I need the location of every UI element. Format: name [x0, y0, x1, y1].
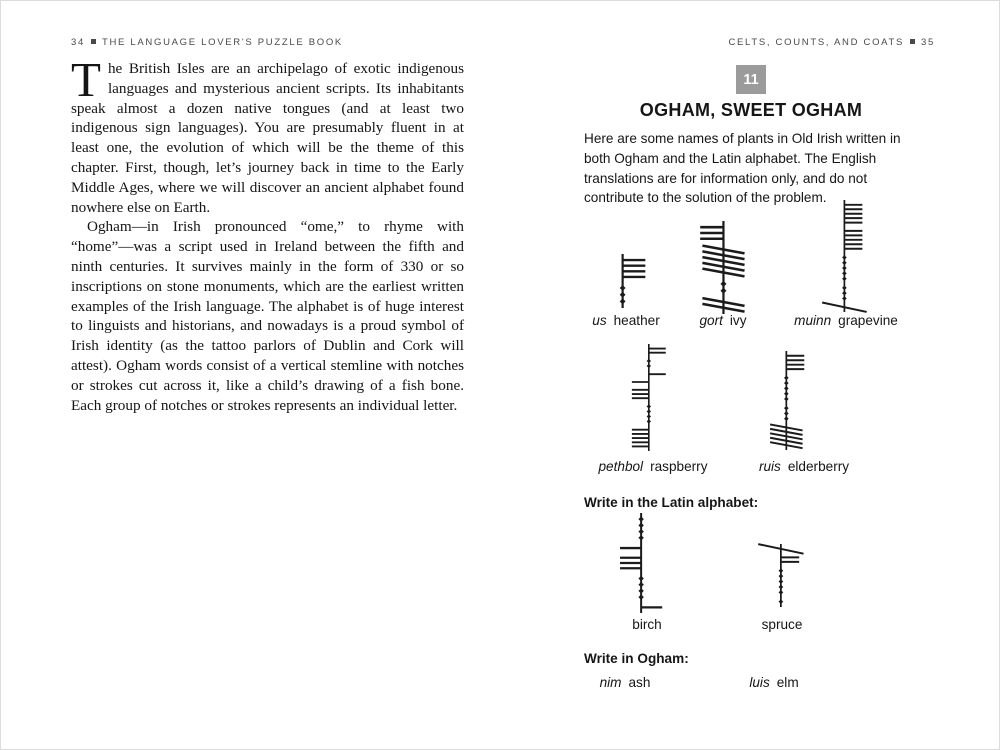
puzzle-title: OGHAM, SWEET OGHAM	[639, 100, 863, 120]
paragraph-2: Ogham—in Irish pronounced “ome,” to rhyme with “home”—was a script used in Ireland between the fifth and ninth centuries. It survives mainly in the form of 330 or so inscriptions on stone monuments, which are the earliest written examples of the Irish language. The alphabet is of huge interest to linguists and historians, and nowadays is a proud symbol of Irish identity (as the tattoo parlors of Dublin and Cork will attest). Ogham words consist of a vertical stemline with notches or strokes cut across it, like a child’s drawing of a fish bone. Each group of notches or strokes represents an individual letter.	[71, 218, 464, 414]
ogham-item-nim	[540, 675, 710, 690]
right-running-head	[728, 37, 935, 48]
english-word: grapevine	[838, 313, 898, 328]
plant-label-ruis	[719, 459, 889, 474]
english-word: spruce	[761, 617, 803, 632]
irish-word: nim	[599, 675, 622, 690]
latin-label-spruce	[697, 617, 867, 632]
chapter-intro-text	[71, 52, 464, 415]
ogham-item-luis	[689, 675, 859, 690]
ogham-prompt: Write in Ogham:	[584, 651, 689, 666]
square-bullet-icon	[910, 39, 915, 44]
left-page-number: 34	[71, 37, 85, 48]
english-word: raspberry	[650, 459, 708, 474]
latin-prompt: Write in the Latin alphabet:	[584, 495, 759, 510]
puzzle-intro: Here are some names of plants in Old Irish written in both Ogham and the Latin alphabet. The English translations are for information only, and do not contribute to the solution of the problem.	[584, 131, 901, 206]
paragraph-1-text: he British Isles are an archipelago of exotic indigenous languages and mysterious ancient scripts. Its inhabitants speak almost a dozen native tongues (and at least two indigenous sign languages). You are presumably fluent in at least one, the evolution of which will be the theme of this chapter. First, though, let’s journey back in time to the Early Middle Ages, where we will discover an ancient alphabet found nowhere else on Earth.	[71, 60, 464, 216]
left-running-head	[71, 37, 343, 48]
irish-word: gort	[699, 313, 723, 328]
english-word: elm	[776, 675, 799, 690]
paragraph-1	[71, 52, 464, 217]
right-page-number: 35	[921, 37, 935, 48]
irish-word: pethbol	[598, 459, 644, 474]
english-word: birch	[632, 617, 662, 632]
plant-label-muinn	[761, 313, 931, 328]
square-bullet-icon	[91, 39, 96, 44]
english-word: heather	[613, 313, 660, 328]
left-book-title: THE LANGUAGE LOVER'S PUZZLE BOOK	[101, 37, 343, 48]
puzzle-number-badge: 11	[736, 65, 766, 94]
irish-word: us	[592, 313, 607, 328]
english-word: ivy	[729, 313, 747, 328]
drop-cap: T	[71, 52, 101, 107]
english-word: elderberry	[787, 459, 850, 474]
plant-label-pethbol	[568, 459, 738, 474]
irish-word: muinn	[794, 313, 832, 328]
english-word: ash	[628, 675, 651, 690]
chapter-title: CELTS, COUNTS, AND COATS	[728, 37, 905, 48]
irish-word: luis	[749, 675, 770, 690]
irish-word: ruis	[758, 459, 781, 474]
